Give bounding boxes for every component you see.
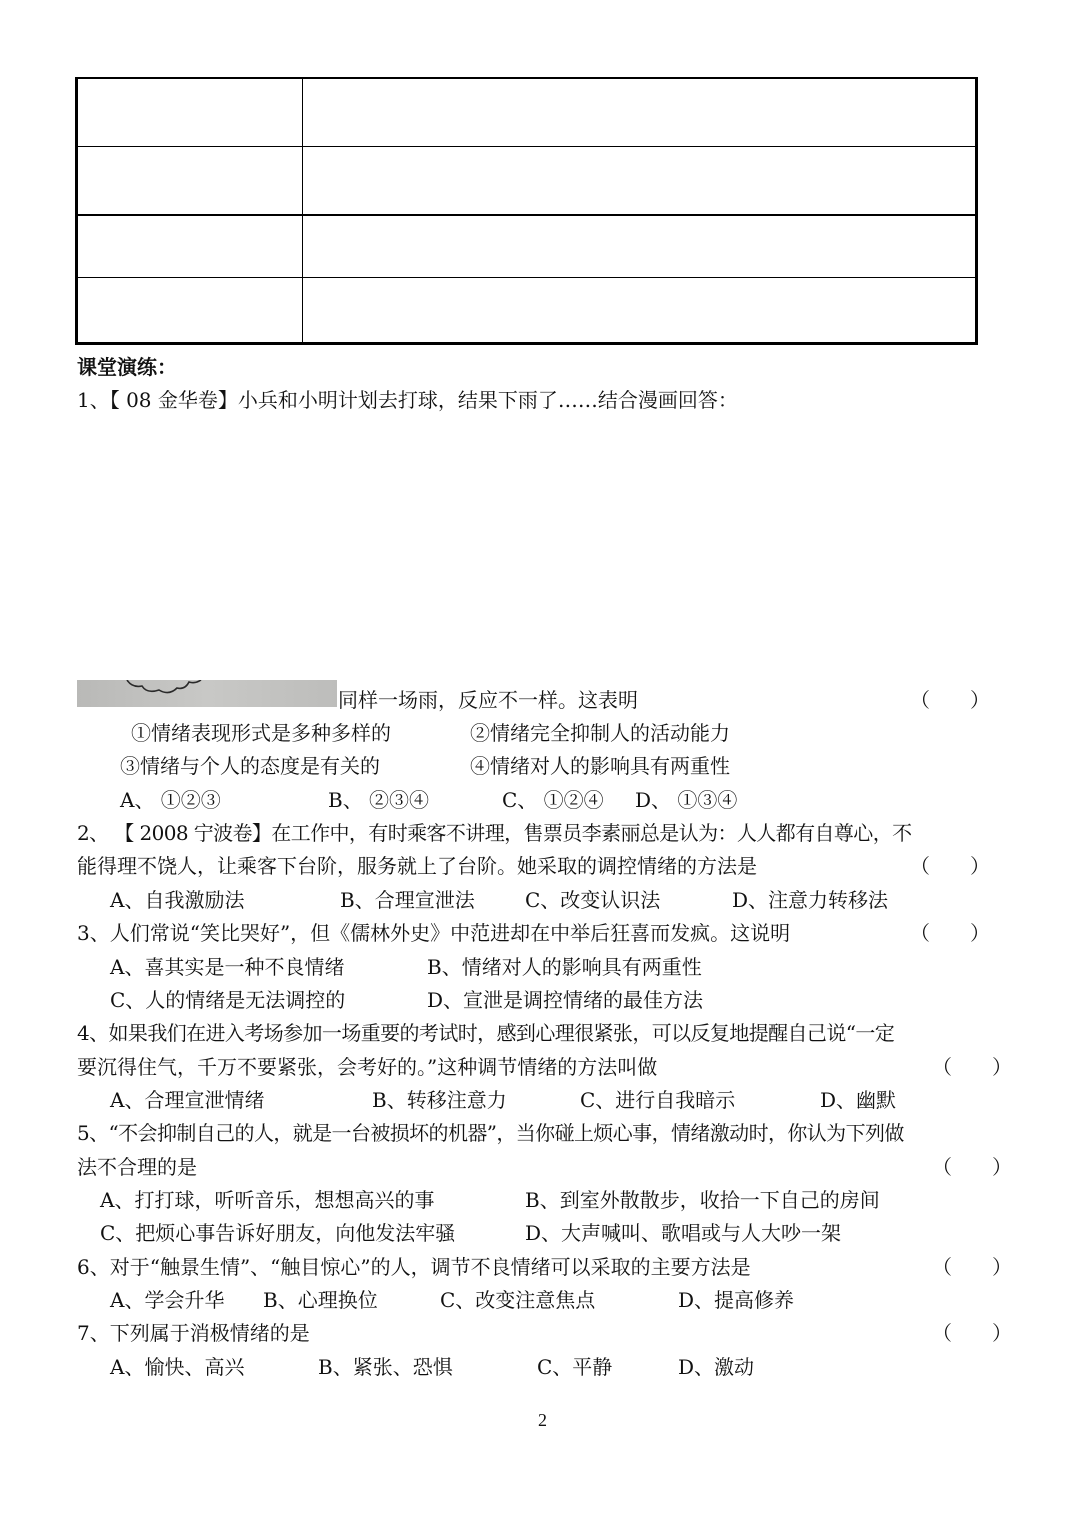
notes-table bbox=[75, 77, 978, 345]
answer-blank[interactable]: （ ） bbox=[932, 1255, 1012, 1279]
table-row-divider bbox=[75, 277, 978, 278]
answer-blank[interactable]: （ ） bbox=[910, 854, 990, 878]
table-cell[interactable] bbox=[309, 83, 969, 141]
statement: ④情绪对人的影响具有两重性 bbox=[470, 754, 730, 778]
option-d[interactable]: D、宣泄是调控情绪的最佳方法 bbox=[427, 988, 704, 1012]
question-6-text: 6、对于“触景生情”、“触目惊心”的人，调节不良情绪可以采取的主要方法是 bbox=[77, 1255, 751, 1279]
table-cell[interactable] bbox=[309, 221, 969, 273]
option-d[interactable]: D、激动 bbox=[678, 1355, 755, 1379]
option-b[interactable]: B、情绪对人的影响具有两重性 bbox=[427, 955, 702, 979]
table-row-divider bbox=[75, 214, 978, 216]
table-border-left bbox=[75, 77, 78, 345]
option-c[interactable]: C、把烦心事告诉好朋友，向他发法牢骚 bbox=[100, 1221, 456, 1245]
option-a[interactable]: A、合理宣泄情绪 bbox=[110, 1088, 265, 1112]
option-b[interactable]: B、转移注意力 bbox=[372, 1088, 507, 1112]
option-a[interactable]: A、学会升华 bbox=[110, 1288, 225, 1312]
option-c[interactable]: C、平静 bbox=[537, 1355, 613, 1379]
question-2-text: 2、 【 2008 宁波卷】在工作中，有时乘客不讲理，售票员李素丽总是认为：人人都有自尊心，不 bbox=[77, 821, 912, 845]
question-4-text: 要沉得住气，千万不要紧张，会考好的。”这种调节情绪的方法叫做 bbox=[77, 1055, 658, 1079]
table-border-right bbox=[975, 77, 978, 345]
question-2-text: 能得理不饶人，让乘客下台阶，服务就上了台阶。她采取的调控情绪的方法是 bbox=[77, 854, 757, 878]
answer-blank[interactable]: （ ） bbox=[910, 688, 990, 712]
question-1-text: 1、【 08 金华卷】小兵和小明计划去打球，结果下雨了……结合漫画回答： bbox=[77, 388, 738, 412]
table-cell[interactable] bbox=[309, 283, 969, 338]
option-b[interactable]: B、心理换位 bbox=[263, 1288, 378, 1312]
option-d[interactable]: D、大声喊叫、歌唱或与人大吵一架 bbox=[525, 1221, 842, 1245]
option-a[interactable]: A、愉快、高兴 bbox=[110, 1355, 245, 1379]
question-7-text: 7、下列属于消极情绪的是 bbox=[77, 1321, 310, 1345]
option-c[interactable]: C、改变注意焦点 bbox=[440, 1288, 596, 1312]
statement: ③情绪与个人的态度是有关的 bbox=[120, 754, 380, 778]
question-1-prompt: 同样一场雨，反应不一样。这表明 bbox=[338, 688, 638, 712]
table-cell[interactable] bbox=[81, 283, 296, 338]
question-3-text: 3、人们常说“笑比哭好”，但《儒林外史》中范进却在中举后狂喜而发疯。这说明 bbox=[77, 921, 791, 945]
option-b[interactable]: B、紧张、恐惧 bbox=[318, 1355, 453, 1379]
statement: ①情绪表现形式是多种多样的 bbox=[131, 721, 391, 745]
option-d[interactable]: D、 ①③④ bbox=[635, 788, 738, 812]
option-a[interactable]: A、 ①②③ bbox=[120, 788, 221, 812]
page-number: 2 bbox=[538, 1410, 547, 1430]
cloud-drawing-icon bbox=[77, 680, 337, 707]
option-a[interactable]: A、打打球，听听音乐，想想高兴的事 bbox=[100, 1188, 435, 1212]
option-d[interactable]: D、幽默 bbox=[820, 1088, 897, 1112]
statement: ②情绪完全抑制人的活动能力 bbox=[470, 721, 730, 745]
option-c[interactable]: C、改变认识法 bbox=[525, 888, 661, 912]
table-border-top bbox=[75, 77, 978, 79]
table-cell[interactable] bbox=[81, 221, 296, 273]
option-c[interactable]: C、进行自我暗示 bbox=[580, 1088, 736, 1112]
table-border-bottom bbox=[75, 342, 978, 345]
comic-image bbox=[77, 680, 337, 707]
option-a[interactable]: A、喜其实是一种不良情绪 bbox=[110, 955, 345, 979]
section-heading: 课堂演练： bbox=[77, 355, 177, 379]
option-a[interactable]: A、自我激励法 bbox=[110, 888, 245, 912]
table-row-divider bbox=[75, 146, 978, 147]
option-b[interactable]: B、到室外散散步，收拾一下自己的房间 bbox=[525, 1188, 880, 1212]
option-b[interactable]: B、 ②③④ bbox=[328, 788, 430, 812]
option-d[interactable]: D、注意力转移法 bbox=[732, 888, 889, 912]
table-cell[interactable] bbox=[309, 152, 969, 210]
answer-blank[interactable]: （ ） bbox=[932, 1321, 1012, 1345]
question-5-text: 法不合理的是 bbox=[77, 1155, 197, 1179]
answer-blank[interactable]: （ ） bbox=[932, 1155, 1012, 1179]
table-column-divider bbox=[302, 77, 303, 345]
option-c[interactable]: C、人的情绪是无法调控的 bbox=[110, 988, 346, 1012]
option-d[interactable]: D、提高修养 bbox=[678, 1288, 795, 1312]
table-cell[interactable] bbox=[81, 152, 296, 210]
option-b[interactable]: B、合理宣泄法 bbox=[340, 888, 475, 912]
answer-blank[interactable]: （ ） bbox=[932, 1055, 1012, 1079]
option-c[interactable]: C、 ①②④ bbox=[502, 788, 604, 812]
question-4-text: 4、如果我们在进入考场参加一场重要的考试时，感到心理很紧张，可以反复地提醒自己说“一定 bbox=[77, 1021, 895, 1045]
table-cell[interactable] bbox=[81, 83, 296, 141]
answer-blank[interactable]: （ ） bbox=[910, 921, 990, 945]
question-5-text: 5、“不会抑制自己的人，就是一台被损坏的机器”，当你碰上烦心事，情绪激动时，你认为下列做 bbox=[77, 1121, 904, 1145]
